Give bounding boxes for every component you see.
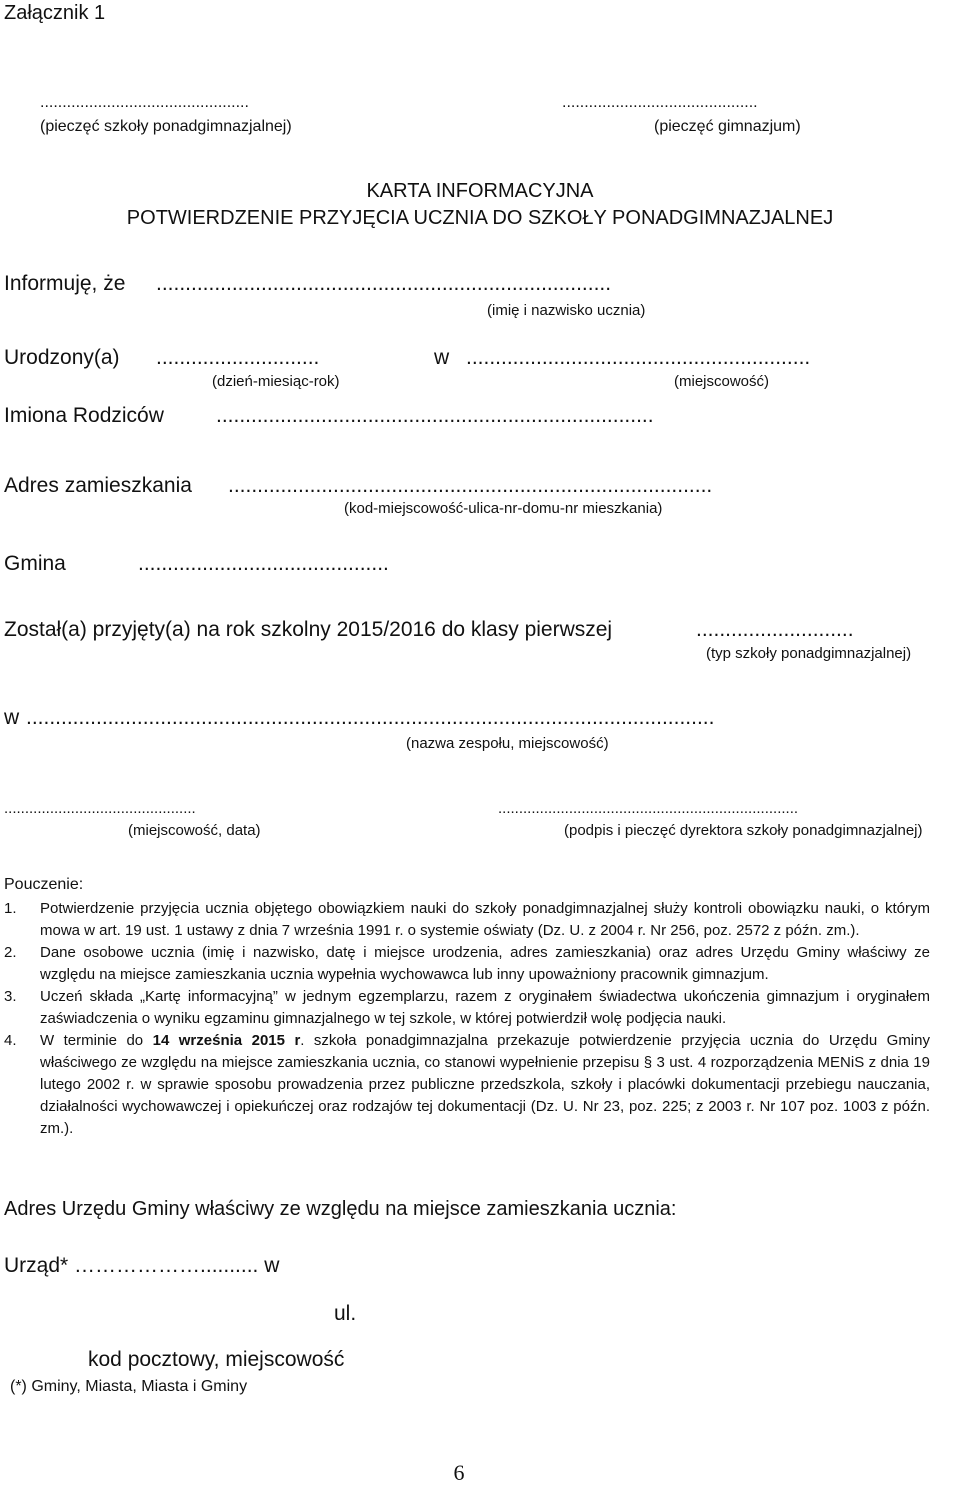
note-number: 2. [4, 944, 17, 961]
note-item [4, 898, 930, 942]
note-text-post: . szkoła ponadgimnazjalna przekazuje potwierdzenie przyjęcia ucznia do Urzędu Gminy właściwego ze względu na miejsce zamieszkania ucznia, co stanowi wypełnienie przepisu § 3 ust. 4 rozporządzenia MENiS z dnia 19 lutego 2002 r. w sprawie sposobu prowadzenia przez publiczne przedszkola, szkoły i placówki dokumentacji przebiegu nauczania, działalności wychowawczej i opiekuńczej oraz rodzajów tej dokumentacji (Dz. U. Nr 23, poz. 225; z 2003 r. Nr 107 poz. 1003 z późn. zm.). [40, 1032, 930, 1137]
note-item [4, 986, 930, 1030]
title-line2: POTWIERDZENIE PRZYJĘCIA UCZNIA DO SZKOŁY PONADGIMNAZJALNEJ [126, 207, 834, 229]
note-text: Uczeń składa „Kartę informacyjną” w jednym egzemplarzu, razem z oryginałem świadectwa ukończenia gimnazjum i oryginałem zaświadczenia o wyniku egzaminu gimnazjalnego w tej szkole, w której potwierdził wolę podjęcia nauki. [40, 988, 930, 1027]
w-hint: (nazwa zespołu, miejscowość) [406, 735, 609, 752]
note-number: 1. [4, 900, 17, 917]
address-hint: (kod-miejscowość-ulica-nr-domu-nr mieszkania) [344, 500, 663, 517]
born-date-dots: ............................ [156, 346, 320, 369]
attachment-label: Załącznik 1 [4, 2, 106, 24]
place-date-hint: (miejscowość, data) [128, 822, 261, 839]
office-heading: Adres Urzędu Gminy właściwy ze względu na miejsce zamieszkania ucznia: [4, 1198, 677, 1220]
address-label: Adres zamieszkania [4, 474, 192, 497]
page-number: 6 [453, 1460, 465, 1485]
gmina-label: Gmina [4, 552, 66, 575]
born-label: Urodzony(a) [4, 346, 120, 369]
parents-dots: ........................................................................... [216, 404, 654, 427]
inform-hint: (imię i nazwisko ucznia) [487, 302, 646, 319]
w-label: w [4, 706, 20, 729]
notes-list [4, 898, 930, 1140]
note-deadline: 14 września 2015 r [152, 1032, 301, 1049]
note-number: 4. [4, 1032, 17, 1049]
school-type-hint: (typ szkoły ponadgimnazjalnej) [706, 645, 912, 662]
office-line: Urząd* ……………….......... w [4, 1254, 280, 1277]
accepted-dots: ........................... [696, 618, 854, 641]
born-place-dots: ........................................................... [466, 346, 811, 369]
born-date-hint: (dzień-miesiąc-rok) [212, 373, 340, 390]
notes-heading: Pouczenie: [4, 876, 84, 893]
office-footnote: (*) Gminy, Miasta, Miasta i Gminy [10, 1378, 248, 1395]
parents-label: Imiona Rodziców [4, 404, 164, 427]
signature-hint: (podpis i pieczęć dyrektora szkoły ponadgimnazjalnej) [564, 822, 923, 839]
born-place-hint: (miejscowość) [674, 373, 770, 390]
place-date-dots: .............................................. [4, 800, 196, 817]
office-street: ul. [334, 1302, 357, 1325]
stamp-left-label: (pieczęć szkoły ponadgimnazjalnej) [40, 118, 292, 135]
signature-dots: ........................................................................ [498, 800, 799, 817]
note-item [4, 1030, 930, 1140]
gmina-dots: ........................................... [138, 552, 389, 575]
inform-dots: .............................................................................. [156, 272, 612, 295]
note-number: 3. [4, 988, 17, 1005]
stamp-right-label: (pieczęć gimnazjum) [654, 118, 801, 135]
note-text-pre: W terminie do [40, 1032, 153, 1049]
office-postal: kod pocztowy, miejscowość [88, 1348, 345, 1371]
stamp-right-dots: ............................................ [562, 94, 758, 111]
note-text: Potwierdzenie przyjęcia ucznia objętego obowiązkiem nauki do szkoły ponadgimnazjalnej służy kontroli obowiązku nauki, o którym mowa w art. 19 ust. 1 ustawy z dnia 7 września 1991 r. o systemie oświaty (Dz. U. z 2004 r. Nr 256, poz. 2572 z późn. zm.). [40, 900, 930, 939]
inform-label: Informuję, że [4, 272, 126, 295]
w-dots: ...................................................................................................................... [26, 706, 715, 729]
title-line1: KARTA INFORMACYJNA [366, 180, 594, 202]
note-item [4, 942, 930, 986]
stamp-left-dots: ............................................... [40, 94, 249, 111]
note-text: Dane osobowe ucznia (imię i nazwisko, datę i miejsce urodzenia, adres zamieszkania) oraz adres Urzędu Gminy właściwy ze względu na miejsce zamieszkania ucznia wypełnia wychowawca lub inny upoważniony pracownik gimnazjum. [40, 944, 930, 983]
born-w: w [434, 346, 450, 369]
accepted-text: Został(a) przyjęty(a) na rok szkolny 2015/2016 do klasy pierwszej [4, 618, 613, 641]
address-dots: ................................................................................... [228, 474, 713, 497]
